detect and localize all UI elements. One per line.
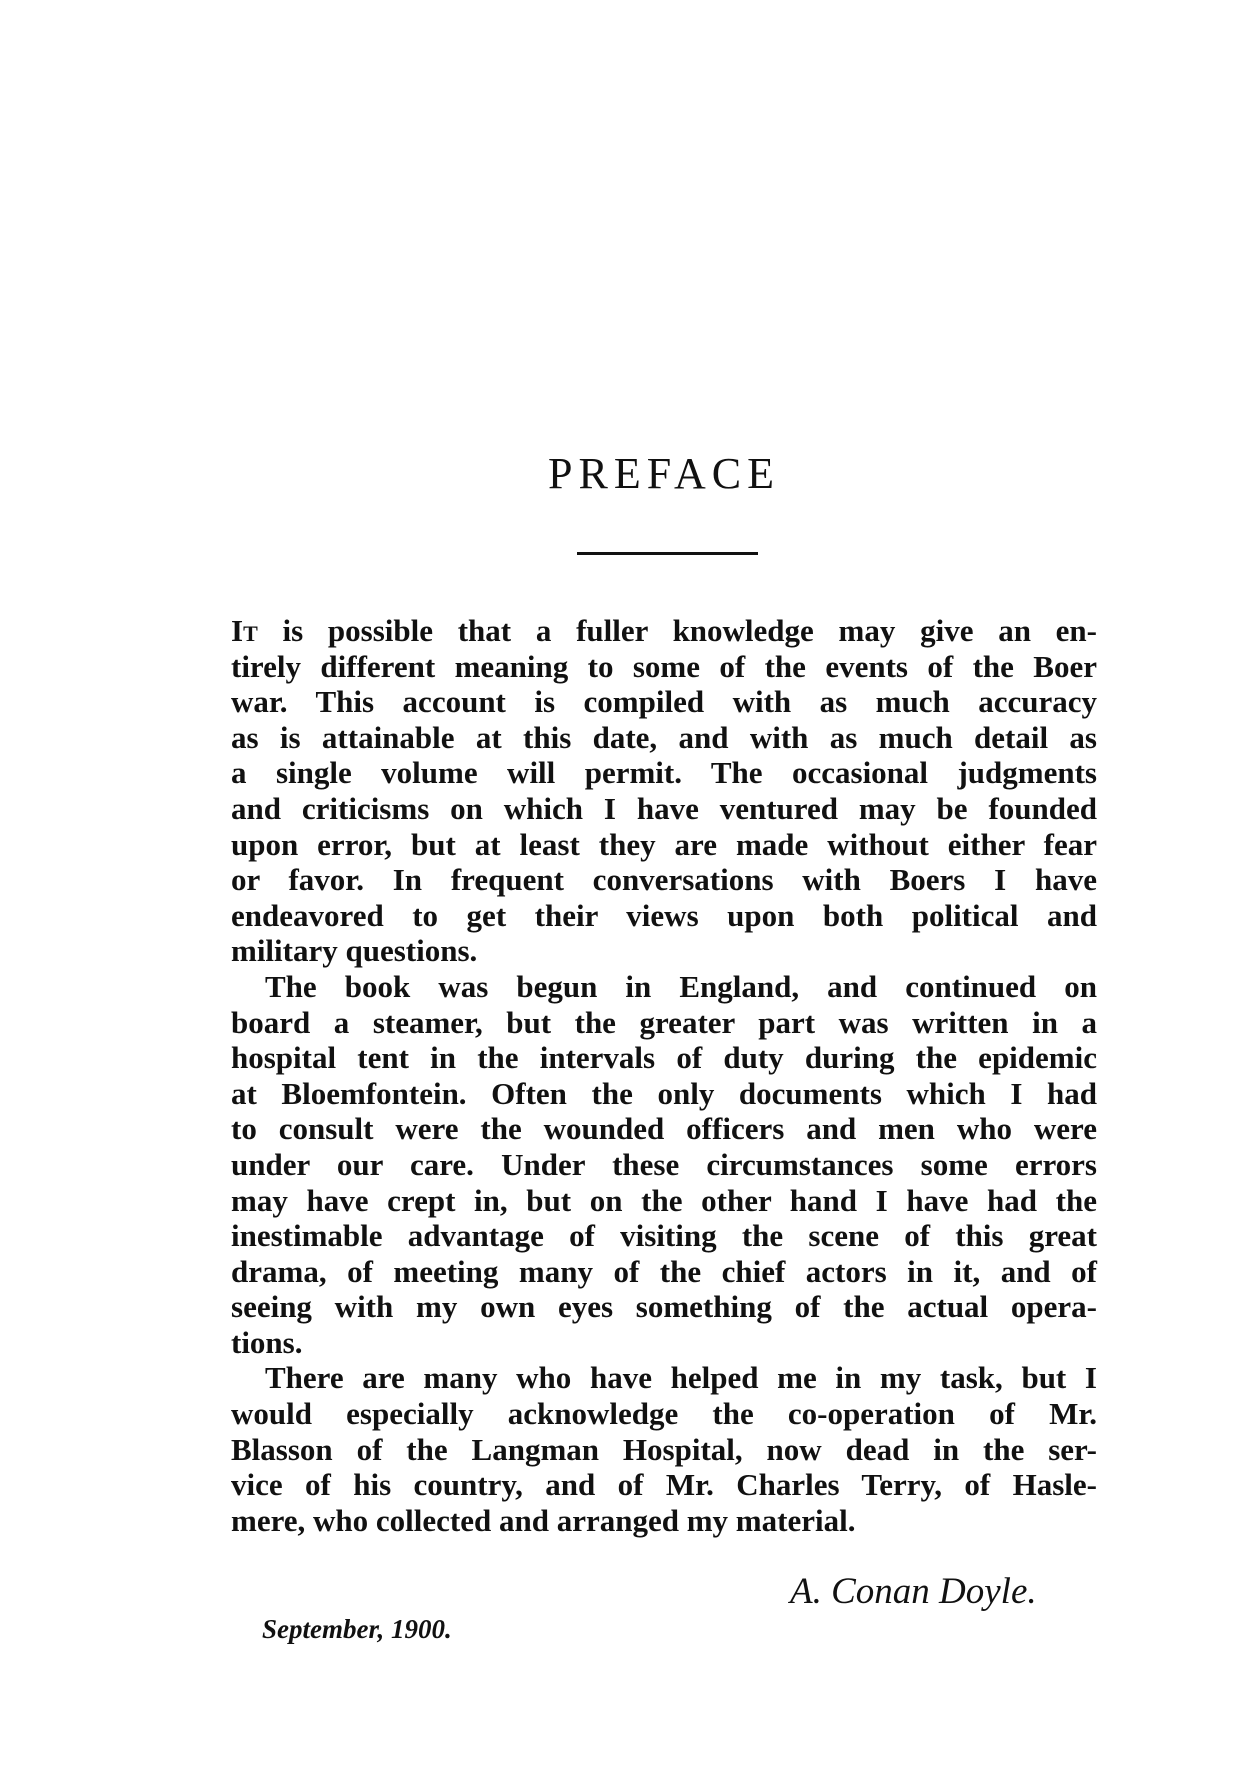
text-line: upon error, but at least they are made without either fear — [231, 826, 1097, 862]
text-line: mere, who collected and arranged my material. — [231, 1502, 856, 1538]
text-line: endeavored to get their views upon both political and — [231, 897, 1097, 933]
page-heading: PREFACE — [548, 449, 780, 498]
text-line: inestimable advantage of visiting the scene of this great — [231, 1218, 1097, 1254]
text-line: or favor. In frequent conversations with Boers I have — [231, 862, 1097, 898]
preface-date: September, 1900. — [262, 1614, 452, 1644]
text-line: tions. — [231, 1324, 303, 1360]
text-line: at Bloemfontein. Often the only documents which I had — [231, 1075, 1097, 1111]
text-line: tirely different meaning to some of the events of the Boer — [231, 648, 1097, 684]
text-line: There are many who have helped me in my task, but I — [265, 1360, 1097, 1396]
text-line: as is attainable at this date, and with as much detail as — [231, 719, 1097, 755]
author-signature: A. Conan Doyle. — [790, 1571, 1037, 1612]
text-line: drama, of meeting many of the chief actors in it, and of — [231, 1253, 1097, 1289]
text-line: seeing with my own eyes something of the actual opera- — [231, 1289, 1097, 1325]
text-line — [231, 613, 1097, 649]
text-line: war. This account is compiled with as much accuracy — [231, 684, 1097, 720]
text-line: Blasson of the Langman Hospital, now dead in the ser- — [231, 1431, 1097, 1467]
text-line: may have crept in, but on the other hand I have had the — [231, 1182, 1097, 1218]
text-line: The book was begun in England, and continued on — [265, 968, 1097, 1004]
text-line: a single volume will permit. The occasional judgments — [231, 755, 1097, 791]
text-line: vice of his country, and of Mr. Charles Terry, of Hasle- — [231, 1467, 1097, 1503]
text-line: to consult were the wounded officers and men who were — [231, 1111, 1097, 1147]
text-line: would especially acknowledge the co-operation of Mr. — [231, 1396, 1097, 1432]
preface-body — [231, 613, 1097, 1538]
text-line: board a steamer, but the greater part was written in a — [231, 1004, 1097, 1040]
text-line: and criticisms on which I have ventured may be founded — [231, 790, 1097, 826]
text-line: hospital tent in the intervals of duty during the epidemic — [231, 1040, 1097, 1076]
heading-rule — [577, 552, 758, 555]
drop-word: It — [231, 613, 258, 648]
text-line: under our care. Under these circumstances some errors — [231, 1146, 1097, 1182]
text-line-content: is possible that a fuller knowledge may give an en- — [257, 613, 1097, 648]
text-line: military questions. — [231, 933, 478, 969]
